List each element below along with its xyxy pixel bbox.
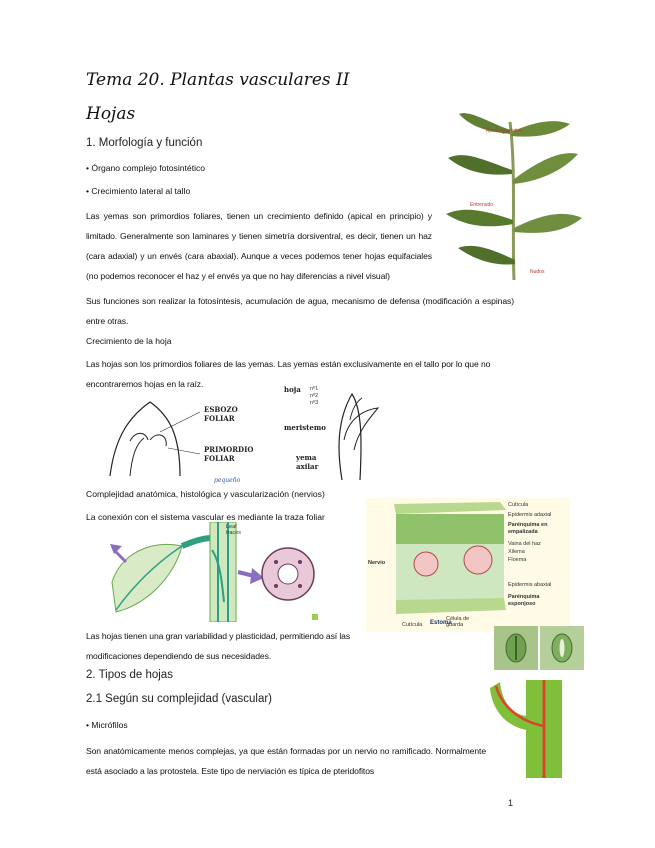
label-nudos: Nudos <box>530 269 545 275</box>
label-n2: nº2 <box>310 393 319 399</box>
label-traces: traces <box>226 530 241 536</box>
section-1-title: 1. Morfología y función <box>86 137 203 149</box>
label-vaina-del-haz: Vaina del haz <box>508 541 541 547</box>
label-epidermis-abaxial: Epidermis abaxial <box>508 582 552 588</box>
label-n1: nº1 <box>310 386 319 392</box>
bullet-organo: • Órgano complejo fotosintético <box>86 163 206 173</box>
paragraph-microfilos: Son anatómicamente menos complejas, ya que están formadas por un nervio no ramificado. Normalmente está asociado a las protostela. Este tipo de nerviación es típica de pteridofitos <box>86 746 486 776</box>
plant-shoot-figure <box>444 110 584 282</box>
label-primordio-foliar: FOLIAR <box>204 454 235 463</box>
meristemo-figure <box>282 380 392 486</box>
section-2-1-title: 2.1 Según su complejidad (vascular) <box>86 693 273 705</box>
paragraph-complejidad: Complejidad anatómica, histológica y vascularización (nervios) <box>86 489 325 499</box>
page-title: Tema 20. Plantas vasculares II <box>86 70 350 90</box>
label-nervio: Nervio <box>368 560 386 566</box>
leaf-trace-figure <box>92 522 320 622</box>
label-n3: nº3 <box>310 400 319 406</box>
stoma-photo-2 <box>540 626 584 670</box>
page-number: 1 <box>508 798 514 808</box>
paragraph-hojas-primordios: Las hojas son los primordios foliares de las yemas. Las yemas están exclusivamente en el tallo por lo que no encontraremos hojas en la raíz. <box>86 359 491 389</box>
label-celula-de: Célula de <box>446 616 470 622</box>
label-floema: Floema <box>508 557 527 563</box>
paragraph-conexion: La conexión con el sistema vascular es mediante la traza foliar <box>86 512 325 522</box>
label-apice-vegetativo: Ápice vegetativo <box>486 128 523 134</box>
label-epidermis-adaxial: Epidermis adaxial <box>508 512 552 518</box>
label-esbozo: ESBOZO <box>204 405 238 414</box>
microphyll-figure <box>486 680 572 778</box>
label-xilema: Xilema <box>508 549 525 555</box>
label-cuticula: Cutícula <box>508 502 529 508</box>
label-empalizada: empalizada <box>508 529 538 535</box>
section-2-title: 2. Tipos de hojas <box>86 669 173 681</box>
bullet-microfilos: • Micrófilos <box>86 720 128 730</box>
bullet-crecimiento-lateral: • Crecimiento lateral al tallo <box>86 186 191 196</box>
label-entrenudo: Entrenudo <box>470 202 494 208</box>
paragraph-funciones: Sus funciones son realizar la fotosíntesis, acumulación de agua, mecanismo de defensa (modificación a espinas) entre otras. <box>86 296 514 326</box>
label-leaf: Leaf <box>226 524 237 530</box>
subheading-crecimiento: Crecimiento de la hoja <box>86 336 172 346</box>
label-meristemo: meristemo <box>284 423 326 432</box>
paragraph-variabilidad: Las hojas tienen una gran variabilidad y plasticidad, permitiendo así las modificaciones dependiendo de sus necesidades. <box>86 631 351 661</box>
label-yema: yema <box>296 453 317 462</box>
label-esponjoso: esponjoso <box>508 601 536 607</box>
section-title-hojas: Hojas <box>86 104 136 124</box>
esbozo-foliar-figure <box>100 396 270 488</box>
label-cuticula-inferior: Cutícula <box>402 622 423 628</box>
label-primordio: PRIMORDIO <box>204 445 254 454</box>
label-esbozo-foliar: FOLIAR <box>204 414 235 423</box>
label-parenquima-empalizada: Parénquima en <box>508 522 548 528</box>
stoma-photo-1 <box>494 626 538 670</box>
label-parenquima-esponjoso: Parénquima <box>508 594 540 600</box>
label-hoja: hoja <box>284 385 301 394</box>
paragraph-yemas: Las yemas son primordios foliares, tienen un crecimiento definido (apical en principio) y limitado. Generalmente son laminares y tienen simetría dorsiventral, es decir, tienen un haz (cara adaxial) y un envés (cara abaxial). Aunque a veces podemos tener hojas equifaciales (no podemos reconocer el haz y el envés ya que no hay diferencias a nivel visual) <box>86 211 432 281</box>
label-handwritten-note: pequeño <box>214 477 241 484</box>
label-yema-axilar: axilar <box>296 462 319 471</box>
label-estoma: Estoma <box>430 620 452 626</box>
leaf-anatomy-figure <box>366 498 570 632</box>
label-guarda: guarda <box>446 622 464 628</box>
